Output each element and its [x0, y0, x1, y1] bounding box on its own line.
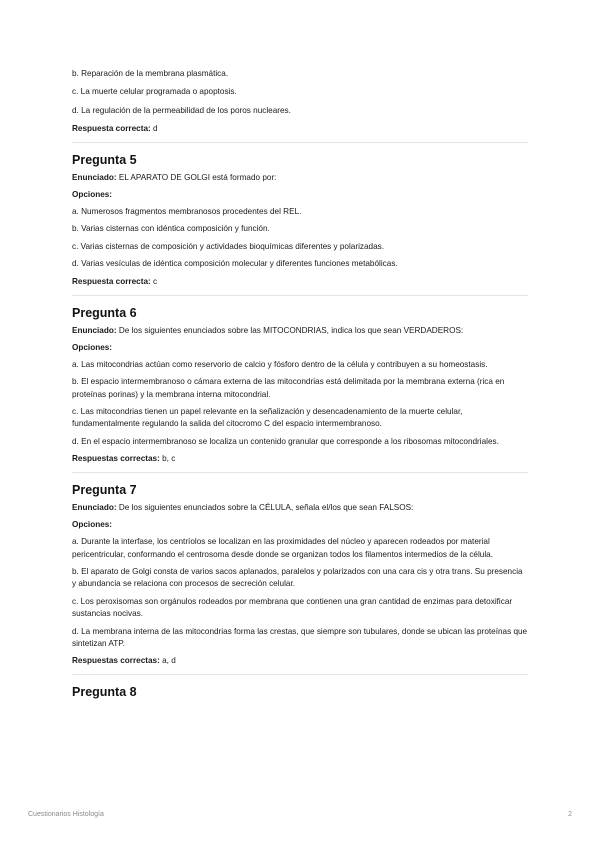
divider [72, 674, 528, 675]
option-b: b. El espacio intermembranoso o cámara externa de las mitocondrias está delimitada por la membrana externa (rica en proteínas porinas) y la membrana interna mitocondrial. [72, 377, 505, 399]
statement-text: De los siguientes enunciados sobre la CÉLULA, señala el/los que sean FALSOS: [118, 503, 414, 513]
statement-text: EL APARATO DE GOLGI está formado por: [118, 172, 277, 182]
answer-value: c [153, 276, 158, 286]
option-c: c. La muerte celular programada o apoptosis. [72, 87, 237, 97]
option-c: c. Los peroxisomas son orgánulos rodeados por membrana que contienen una gran cantidad de enzimas para detoxificar sustancias nocivas. [72, 596, 513, 619]
divider [72, 142, 528, 143]
statement-label: Enunciado: [72, 325, 117, 335]
statement-label: Enunciado: [72, 503, 117, 513]
options-label: Opciones: [72, 189, 113, 199]
option-d: d. En el espacio intermembranoso se localiza un contenido granular que corresponde a los ribosomas mitocondriales. [72, 436, 499, 446]
correct-answers [72, 453, 528, 465]
question-8 [72, 684, 528, 700]
answer-label: Respuesta correcta: [72, 123, 151, 133]
question-7 [72, 482, 528, 667]
statement-label: Enunciado: [72, 172, 117, 182]
correct-answer [72, 123, 528, 135]
correct-answers [72, 655, 528, 667]
correct-answer [72, 276, 528, 288]
question-title: Pregunta 8 [72, 685, 137, 700]
option-c: c. Varias cisternas de composición y actividades bioquímicas diferentes y polarizadas. [72, 241, 385, 251]
answer-value: a, d [162, 656, 176, 666]
option-a: a. Las mitocondrias actúan como reservorio de calcio y fósforo dentro de la célula y contribuyen a su homeostasis. [72, 359, 488, 369]
option-b: b. Reparación de la membrana plasmática. [72, 69, 229, 78]
option-d: d. La regulación de la permeabilidad de los poros nucleares. [72, 105, 291, 115]
footer-doc-title: Cuestionarios Histología [28, 811, 104, 818]
option-a: a. Numerosos fragmentos membranosos procedentes del REL. [72, 206, 302, 216]
answer-label: Respuestas correctas: [72, 656, 160, 666]
footer-page-number: 2 [568, 811, 572, 818]
option-d: d. La membrana interna de las mitocondrias forma las crestas, que siempre son tubulares, donde se ubican las proteínas que sintetizan ATP. [72, 626, 528, 648]
answer-value: b, c [162, 454, 176, 464]
answer-value: d [153, 123, 158, 133]
question-statement [72, 325, 528, 337]
answer-label: Respuesta correcta: [72, 276, 151, 286]
options-label: Opciones: [72, 342, 113, 352]
divider [72, 472, 528, 473]
option-c: c. Las mitocondrias tienen un papel relevante en la señalización y desencadenamiento de la muerte celular, fundamentalmente regulando la salida del citocromo C del espacio intermembranoso. [72, 407, 463, 429]
statement-text: De los siguientes enunciados sobre las MITOCONDRIAS, indica los que sean VERDADEROS: [118, 325, 464, 335]
question-statement [72, 172, 528, 184]
document-page [72, 68, 528, 704]
question-title: Pregunta 7 [72, 483, 137, 498]
question-title: Pregunta 5 [72, 152, 137, 167]
divider [72, 295, 528, 296]
question-6 [72, 305, 528, 466]
answer-label: Respuestas correctas: [72, 454, 160, 464]
option-a: a. Durante la interfase, los centríolos se localizan en las proximidades del núcleo y aparecen rodeados por material pericentricular, conformando el centrosoma desde donde se organizan todos los filamentos intermedios de la célula. [72, 537, 493, 559]
question-5 [72, 152, 528, 288]
option-d: d. Varias vesículas de idéntica composición molecular y diferentes funciones metabólicas. [72, 259, 398, 269]
question-statement [72, 502, 528, 514]
options-label: Opciones: [72, 520, 113, 530]
question-title: Pregunta 6 [72, 305, 137, 320]
option-b: b. Varias cisternas con idéntica composición y función. [72, 224, 270, 234]
option-b: b. El aparato de Golgi consta de varios sacos aplanados, paralelos y polarizados con una cara cis y otra trans. Su presencia y abundancia se relaciona con procesos de secreción celular. [72, 567, 523, 589]
